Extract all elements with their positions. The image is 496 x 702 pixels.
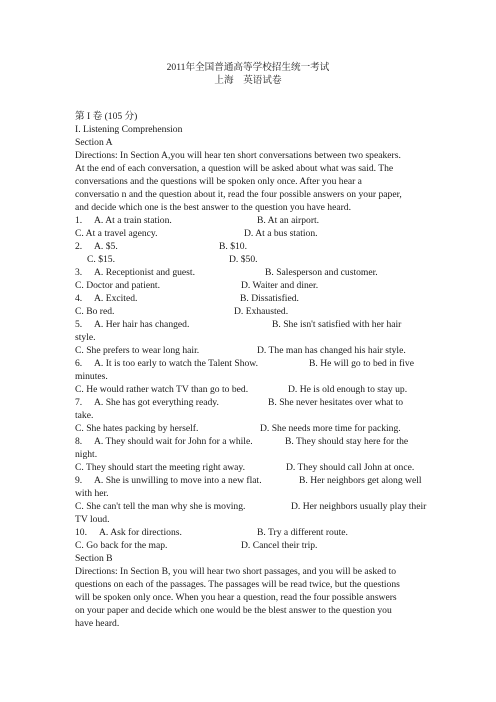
answer-option: C. She hates packing by herself. bbox=[75, 423, 199, 434]
question-number: 8. bbox=[75, 436, 83, 447]
question-number: 6. bbox=[75, 358, 83, 369]
answer-option: C. She can't tell the man why she is moving. bbox=[75, 501, 246, 512]
part-heading: 第 I 卷 (105 分) bbox=[75, 111, 138, 122]
section-heading: I. Listening Comprehension bbox=[75, 124, 183, 135]
answer-wrap: minutes. bbox=[75, 371, 108, 382]
directions-line: At the end of each conversation, a question will be asked about what was said. The bbox=[75, 163, 394, 174]
answer-option: D. They should call John at once. bbox=[286, 462, 415, 473]
answer-wrap: night. bbox=[75, 449, 98, 460]
answer-wrap: style. bbox=[75, 332, 96, 343]
answer-option: A. They should wait for John for a while. bbox=[94, 436, 253, 447]
question-number: 9. bbox=[75, 475, 83, 486]
answer-option: B. She isn't satisfied with her hair bbox=[272, 319, 402, 330]
section-a-label: Section A bbox=[75, 137, 113, 148]
answer-option: C. She prefers to wear long hair. bbox=[75, 345, 200, 356]
answer-option: A. $5. bbox=[94, 241, 118, 252]
answer-option: A. She is unwilling to move into a new flat. bbox=[94, 475, 262, 486]
answer-option: D. Her neighbors usually play their bbox=[291, 501, 427, 512]
answer-option: D. At a bus station. bbox=[244, 228, 318, 239]
question-number: 3. bbox=[75, 267, 83, 278]
directions-line: will be spoken only once. When you hear a question, read the four possible answers bbox=[75, 592, 397, 603]
answer-option: C. Go back for the map. bbox=[75, 540, 168, 551]
answer-option: C. $15. bbox=[87, 254, 115, 265]
answer-option: A. Receptionist and guest. bbox=[94, 267, 195, 278]
question-number: 7. bbox=[75, 397, 83, 408]
answer-option: B. At an airport. bbox=[257, 215, 320, 226]
answer-option: D. He is old enough to stay up. bbox=[288, 384, 408, 395]
answer-option: C. Bo red. bbox=[75, 306, 115, 317]
answer-option: C. He would rather watch TV than go to bed. bbox=[75, 384, 249, 395]
answer-wrap: TV loud. bbox=[75, 514, 110, 525]
answer-option: A. It is too early to watch the Talent Show. bbox=[94, 358, 258, 369]
answer-option: C. Doctor and patient. bbox=[75, 280, 160, 291]
exam-title: 2011年全国普通高等学校招生统一考试 bbox=[166, 62, 330, 73]
answer-option: D. Waiter and diner. bbox=[241, 280, 319, 291]
answer-option: B. Try a different route. bbox=[257, 527, 348, 538]
answer-option: B. Salesperson and customer. bbox=[265, 267, 378, 278]
answer-option: B. They should stay here for the bbox=[285, 436, 409, 447]
answer-option: D. She needs more time for packing. bbox=[260, 423, 401, 434]
answer-wrap: with her. bbox=[75, 488, 109, 499]
answer-option: C. They should start the meeting right away. bbox=[75, 462, 245, 473]
answer-option: D. The man has changed his hair style. bbox=[257, 345, 406, 356]
answer-option: A. Ask for directions. bbox=[99, 527, 182, 538]
answer-option: D. $50. bbox=[229, 254, 258, 265]
directions-line: and decide which one is the best answer to the question you have heard. bbox=[75, 202, 352, 213]
question-number: 2. bbox=[75, 241, 83, 252]
answer-option: D. Cancel their trip. bbox=[241, 540, 318, 551]
directions-line: Directions: In Section B, you will hear two short passages, and you will be asked to bbox=[75, 566, 397, 577]
answer-option: C. At a travel agency. bbox=[75, 228, 158, 239]
answer-option: B. Dissatisfied. bbox=[240, 293, 299, 304]
directions-line: Directions: In Section A,you will hear ten short conversations between two speakers. bbox=[75, 150, 401, 161]
question-number: 5. bbox=[75, 319, 83, 330]
section-b-label: Section B bbox=[75, 553, 113, 564]
question-number: 4. bbox=[75, 293, 83, 304]
directions-line: conversatio n and the question about it, read the four possible answers on your paper, bbox=[75, 189, 402, 200]
answer-option: B. Her neighbors get along well bbox=[299, 475, 422, 486]
answer-wrap: take. bbox=[75, 410, 94, 421]
answer-option: A. Her hair has changed. bbox=[94, 319, 190, 330]
answer-option: A. Excited. bbox=[94, 293, 138, 304]
question-number: 1. bbox=[75, 215, 83, 226]
answer-option: B. She never hesitates over what to bbox=[268, 397, 404, 408]
exam-subtitle: 上海 英语试卷 bbox=[214, 75, 282, 86]
directions-line: conversations and the questions will be spoken only once. After you hear a bbox=[75, 176, 362, 187]
directions-line: have heard. bbox=[75, 618, 120, 629]
question-number: 10. bbox=[75, 527, 87, 538]
directions-line: questions on each of the passages. The passages will be read twice, but the questions bbox=[75, 579, 400, 590]
answer-option: D. Exhausted. bbox=[234, 306, 289, 317]
answer-option: B. $10. bbox=[219, 241, 247, 252]
directions-line: on your paper and decide which one would be the blest answer to the question you bbox=[75, 605, 392, 616]
answer-option: A. At a train station. bbox=[94, 215, 172, 226]
answer-option: A. She has got everything ready. bbox=[94, 397, 219, 408]
answer-option: B. He will go to bed in five bbox=[309, 358, 414, 369]
